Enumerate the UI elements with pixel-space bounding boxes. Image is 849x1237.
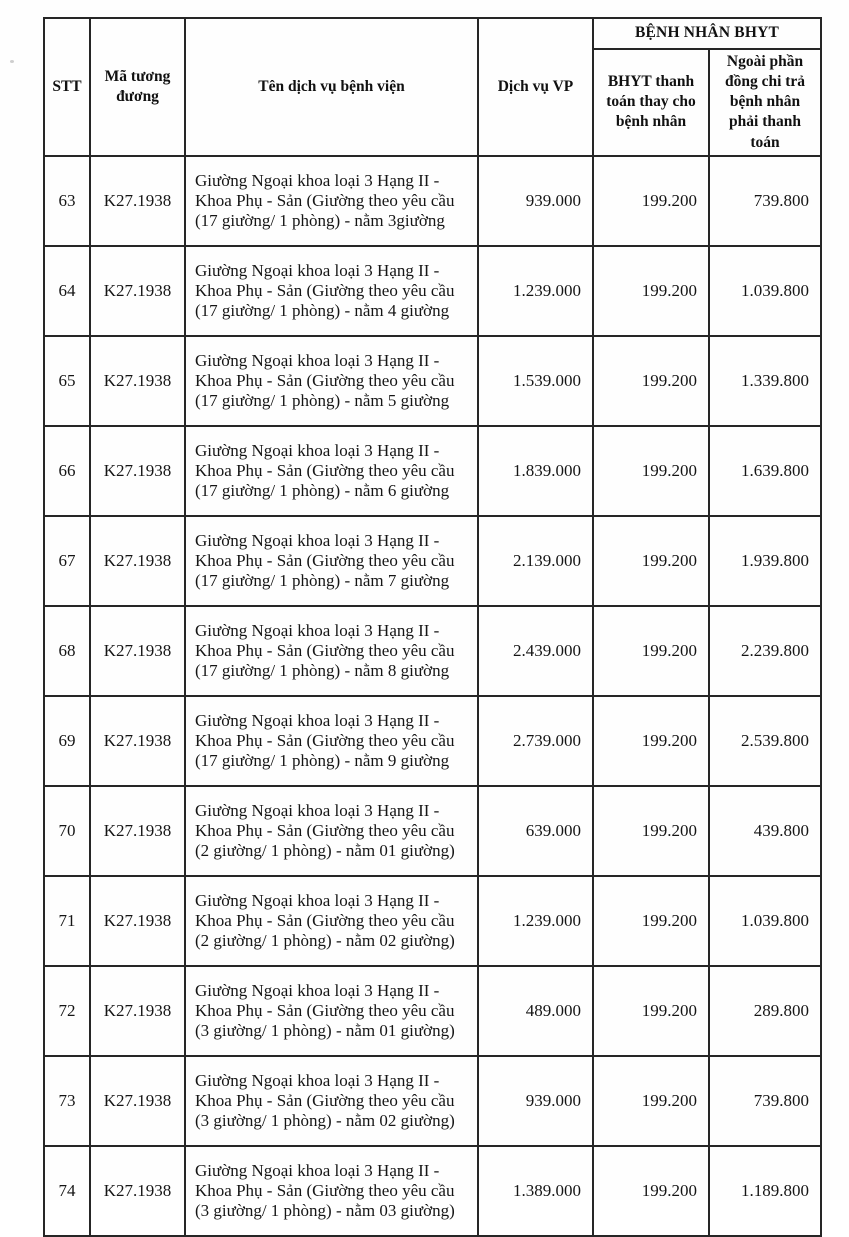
vp-price-cell: 1.539.000	[478, 336, 593, 426]
code-cell: K27.1938	[90, 786, 185, 876]
copay-cell: 1.639.800	[709, 426, 821, 516]
stt-cell: 67	[44, 516, 90, 606]
bhyt-pay-cell: 199.200	[593, 696, 709, 786]
table-row	[44, 1146, 821, 1236]
table-row	[44, 696, 821, 786]
stt-cell: 63	[44, 156, 90, 246]
column-header-code: Mã tương đương	[90, 18, 185, 156]
code-cell: K27.1938	[90, 1146, 185, 1236]
table-row	[44, 516, 821, 606]
copay-cell: 1.039.800	[709, 876, 821, 966]
bhyt-pay-cell: 199.200	[593, 966, 709, 1056]
stt-cell: 71	[44, 876, 90, 966]
code-cell: K27.1938	[90, 246, 185, 336]
column-group-header-bhyt: BỆNH NHÂN BHYT	[593, 18, 821, 49]
vp-price-cell: 1.839.000	[478, 426, 593, 516]
vp-price-cell: 1.239.000	[478, 876, 593, 966]
code-cell: K27.1938	[90, 876, 185, 966]
table-row	[44, 606, 821, 696]
copay-cell: 1.189.800	[709, 1146, 821, 1236]
copay-cell: 739.800	[709, 1056, 821, 1146]
bhyt-pay-cell: 199.200	[593, 156, 709, 246]
service-name-cell: Giường Ngoại khoa loại 3 Hạng II - Khoa Phụ - Sản (Giường theo yêu cầu (17 giường/ 1 phòng) - nằm 3giường	[185, 156, 478, 246]
stt-cell: 66	[44, 426, 90, 516]
service-name-cell: Giường Ngoại khoa loại 3 Hạng II - Khoa Phụ - Sản (Giường theo yêu cầu (2 giường/ 1 phòng) - nằm 01 giường)	[185, 786, 478, 876]
table-body	[44, 156, 821, 1236]
copay-cell: 439.800	[709, 786, 821, 876]
vp-price-cell: 639.000	[478, 786, 593, 876]
copay-cell: 2.539.800	[709, 696, 821, 786]
code-cell: K27.1938	[90, 516, 185, 606]
service-name-cell: Giường Ngoại khoa loại 3 Hạng II - Khoa Phụ - Sản (Giường theo yêu cầu (3 giường/ 1 phòng) - nằm 02 giường)	[185, 1056, 478, 1146]
table-row	[44, 966, 821, 1056]
code-cell: K27.1938	[90, 696, 185, 786]
vp-price-cell: 1.239.000	[478, 246, 593, 336]
column-header-vp: Dịch vụ VP	[478, 18, 593, 156]
stt-cell: 73	[44, 1056, 90, 1146]
service-name-cell: Giường Ngoại khoa loại 3 Hạng II - Khoa Phụ - Sản (Giường theo yêu cầu (2 giường/ 1 phòng) - nằm 02 giường)	[185, 876, 478, 966]
stt-cell: 68	[44, 606, 90, 696]
hospital-service-price-table	[43, 17, 822, 1237]
code-cell: K27.1938	[90, 1056, 185, 1146]
copay-cell: 289.800	[709, 966, 821, 1056]
copay-cell: 1.339.800	[709, 336, 821, 426]
table-row	[44, 876, 821, 966]
copay-cell: 2.239.800	[709, 606, 821, 696]
bhyt-pay-cell: 199.200	[593, 246, 709, 336]
column-header-copay: Ngoài phần đồng chi trả bệnh nhân phải thanh toán	[709, 49, 821, 156]
bhyt-pay-cell: 199.200	[593, 876, 709, 966]
bhyt-pay-cell: 199.200	[593, 1056, 709, 1146]
table-row	[44, 1056, 821, 1146]
code-cell: K27.1938	[90, 156, 185, 246]
stt-cell: 64	[44, 246, 90, 336]
column-header-stt: STT	[44, 18, 90, 156]
stt-cell: 72	[44, 966, 90, 1056]
vp-price-cell: 2.139.000	[478, 516, 593, 606]
copay-cell: 1.939.800	[709, 516, 821, 606]
vp-price-cell: 1.389.000	[478, 1146, 593, 1236]
code-cell: K27.1938	[90, 606, 185, 696]
stt-cell: 74	[44, 1146, 90, 1236]
bhyt-pay-cell: 199.200	[593, 426, 709, 516]
vp-price-cell: 489.000	[478, 966, 593, 1056]
header-row-group	[44, 18, 821, 49]
table-header	[44, 18, 821, 156]
bhyt-pay-cell: 199.200	[593, 1146, 709, 1236]
column-header-bhyt-pay: BHYT thanh toán thay cho bệnh nhân	[593, 49, 709, 156]
vp-price-cell: 939.000	[478, 156, 593, 246]
vp-price-cell: 2.439.000	[478, 606, 593, 696]
service-name-cell: Giường Ngoại khoa loại 3 Hạng II - Khoa Phụ - Sản (Giường theo yêu cầu (17 giường/ 1 phòng) - nằm 7 giường	[185, 516, 478, 606]
code-cell: K27.1938	[90, 426, 185, 516]
bhyt-pay-cell: 199.200	[593, 606, 709, 696]
table-row	[44, 786, 821, 876]
copay-cell: 739.800	[709, 156, 821, 246]
column-header-service-name: Tên dịch vụ bệnh viện	[185, 18, 478, 156]
service-name-cell: Giường Ngoại khoa loại 3 Hạng II - Khoa Phụ - Sản (Giường theo yêu cầu (17 giường/ 1 phòng) - nằm 5 giường	[185, 336, 478, 426]
service-name-cell: Giường Ngoại khoa loại 3 Hạng II - Khoa Phụ - Sản (Giường theo yêu cầu (17 giường/ 1 phòng) - nằm 6 giường	[185, 426, 478, 516]
copay-cell: 1.039.800	[709, 246, 821, 336]
stt-cell: 70	[44, 786, 90, 876]
table-row	[44, 426, 821, 516]
vp-price-cell: 939.000	[478, 1056, 593, 1146]
code-cell: K27.1938	[90, 966, 185, 1056]
vp-price-cell: 2.739.000	[478, 696, 593, 786]
service-name-cell: Giường Ngoại khoa loại 3 Hạng II - Khoa Phụ - Sản (Giường theo yêu cầu (3 giường/ 1 phòng) - nằm 01 giường)	[185, 966, 478, 1056]
service-name-cell: Giường Ngoại khoa loại 3 Hạng II - Khoa Phụ - Sản (Giường theo yêu cầu (17 giường/ 1 phòng) - nằm 8 giường	[185, 606, 478, 696]
stt-cell: 69	[44, 696, 90, 786]
table-row	[44, 336, 821, 426]
scan-artifact-speck	[10, 60, 14, 63]
stt-cell: 65	[44, 336, 90, 426]
bhyt-pay-cell: 199.200	[593, 336, 709, 426]
service-name-cell: Giường Ngoại khoa loại 3 Hạng II - Khoa Phụ - Sản (Giường theo yêu cầu (17 giường/ 1 phòng) - nằm 9 giường	[185, 696, 478, 786]
service-name-cell: Giường Ngoại khoa loại 3 Hạng II - Khoa Phụ - Sản (Giường theo yêu cầu (3 giường/ 1 phòng) - nằm 03 giường)	[185, 1146, 478, 1236]
table-row	[44, 156, 821, 246]
bhyt-pay-cell: 199.200	[593, 516, 709, 606]
service-name-cell: Giường Ngoại khoa loại 3 Hạng II - Khoa Phụ - Sản (Giường theo yêu cầu (17 giường/ 1 phòng) - nằm 4 giường	[185, 246, 478, 336]
table-row	[44, 246, 821, 336]
code-cell: K27.1938	[90, 336, 185, 426]
bhyt-pay-cell: 199.200	[593, 786, 709, 876]
